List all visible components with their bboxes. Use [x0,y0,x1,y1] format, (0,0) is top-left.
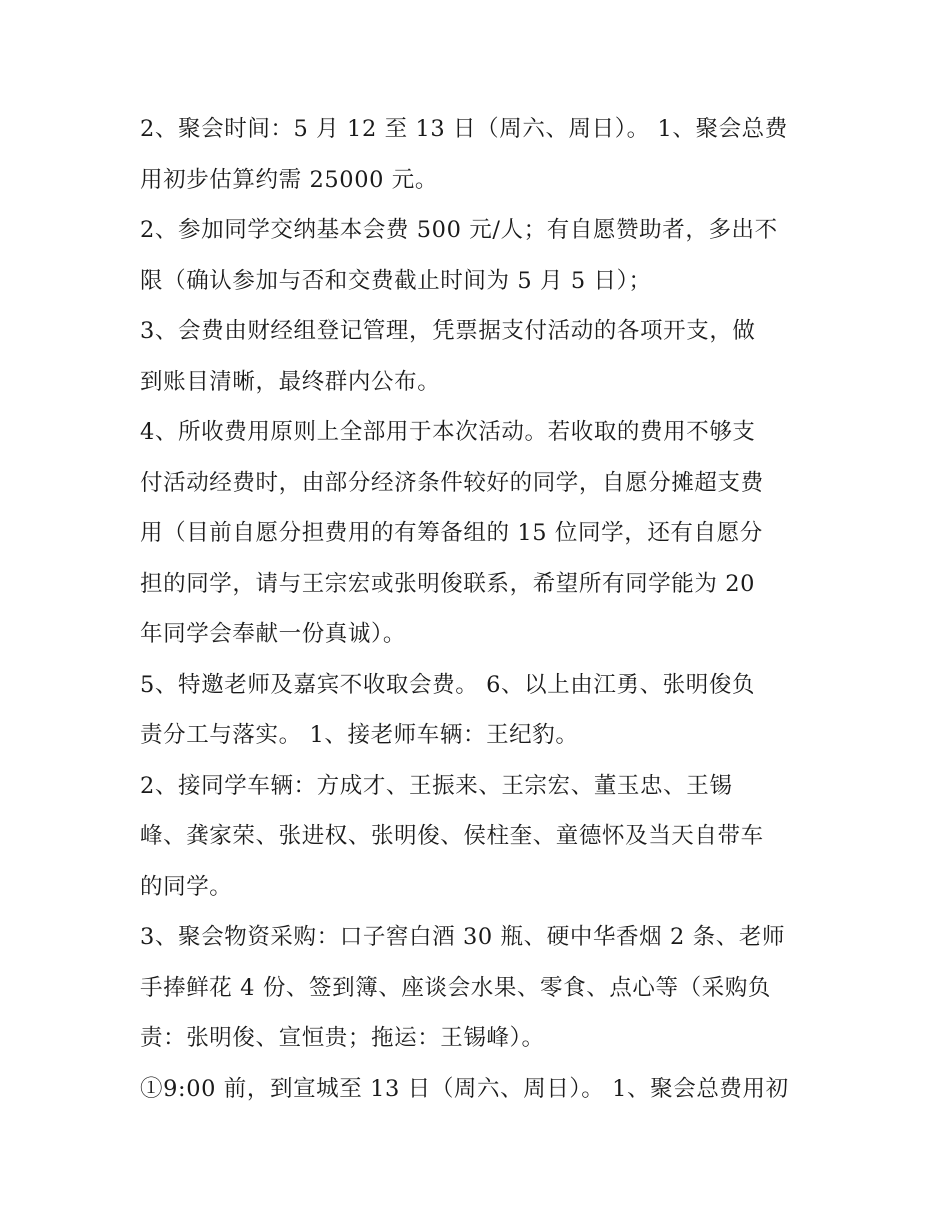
text-line: 担的同学，请与王宗宏或张明俊联系，希望所有同学能为 20 [140,570,756,597]
text-line: 3、聚会物资采购：口子窖白酒 30 瓶、硬中华香烟 2 条、老师 [140,924,786,950]
text-line: 责分工与落实。 1、接老师车辆：王纪豹。 [140,722,579,748]
text-line: 2、接同学车辆：方成才、王振来、王宗宏、董玉忠、王锡 [140,772,733,799]
text-line: 年同学会奉献一份真诚）。 [140,621,406,647]
text-line: 2、参加同学交纳基本会费 500 元/人；有自愿赞助者，多出不 [140,217,778,243]
document-body [140,104,820,1114]
text-line: 用（目前自愿分担费用的有筹备组的 15 位同学，还有自愿分 [140,520,763,546]
text-line: 2、聚会时间：5 月 12 至 13 日（周六、周日）。 1、聚会总费 [140,116,788,142]
text-line: 峰、龚家荣、张进权、张明俊、侯柱奎、童德怀及当天自带车 [140,823,764,849]
text-line: 付活动经费时，由部分经济条件较好的同学，自愿分摊超支费 [140,469,764,496]
text-line: 责：张明俊、宣恒贵；拖运：王锡峰）。 [140,1025,545,1051]
text-line: 的同学。 [140,873,233,900]
text-line: 用初步估算约需 25000 元。 [140,166,438,193]
text-line: ①9:00 前，到宣城至 13 日（周六、周日）。 1、聚会总费用初 [140,1075,789,1102]
text-line: 手捧鲜花 4 份、签到簿、座谈会水果、零食、点心等（采购负 [140,974,772,1001]
text-line: 3、会费由财经组登记管理，凭票据支付活动的各项开支，做 [140,318,756,344]
text-line: 4、所收费用原则上全部用于本次活动。若收取的费用不够支 [140,419,756,445]
text-line: 5、特邀老师及嘉宾不收取会费。 6、以上由江勇、张明俊负 [140,671,756,698]
text-line: 限（确认参加与否和交费截止时间为 5 月 5 日）； [140,267,652,294]
text-line: 到账目清晰，最终群内公布。 [140,368,441,395]
